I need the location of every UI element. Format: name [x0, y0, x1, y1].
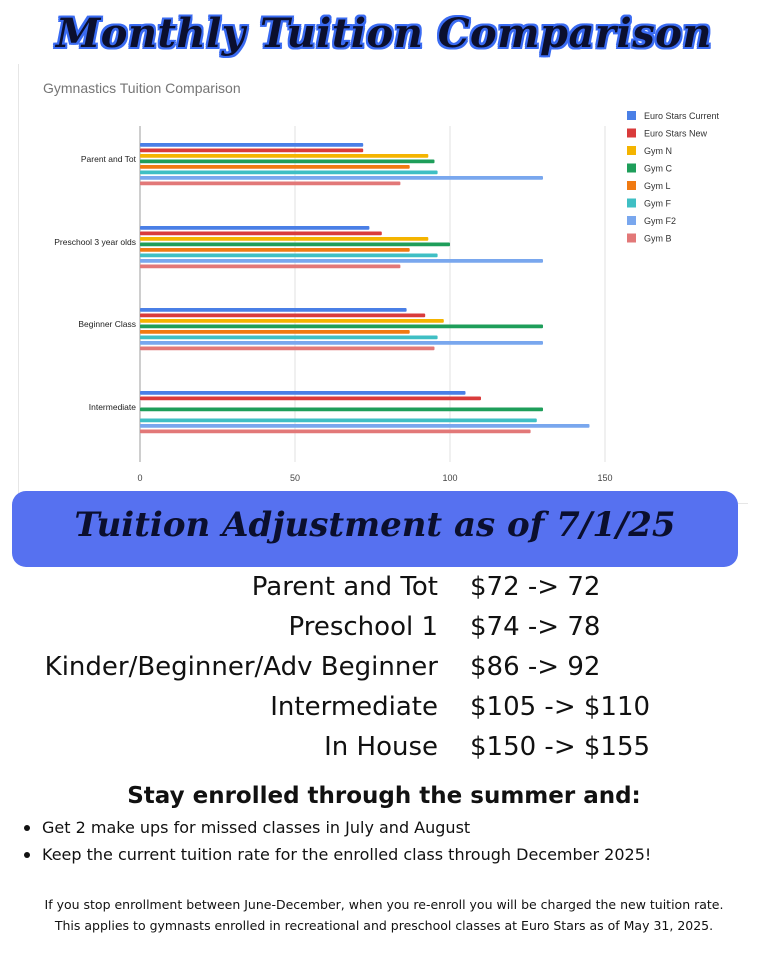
- x-tick-label: 100: [442, 473, 458, 483]
- tuition-row: [0, 732, 768, 772]
- bar: [140, 319, 444, 323]
- bar: [140, 232, 382, 236]
- bar: [140, 314, 425, 318]
- bar: [140, 347, 435, 351]
- list-item: [22, 845, 752, 872]
- legend-label: Gym F: [644, 198, 671, 209]
- list-item: [22, 818, 752, 845]
- bar: [140, 226, 369, 230]
- bar: [140, 259, 543, 263]
- tuition-chart: [18, 64, 748, 504]
- tuition-value: $72 -> 72: [470, 572, 601, 602]
- legend-swatch: [627, 216, 636, 225]
- bullet-dot-icon: [24, 852, 30, 858]
- summer-heading: Stay enrolled through the summer and:: [127, 783, 641, 809]
- x-tick-label: 150: [597, 473, 613, 483]
- category-label: Preschool 3 year olds: [54, 237, 136, 247]
- bar: [140, 165, 410, 169]
- legend-label: Gym B: [644, 233, 672, 244]
- chart-svg: [19, 64, 749, 504]
- legend-swatch: [627, 181, 636, 190]
- legend-label: Gym L: [644, 181, 671, 191]
- x-tick-label: 0: [137, 473, 143, 483]
- bar: [140, 254, 438, 258]
- bar: [140, 419, 537, 423]
- legend-label: Gym F2: [644, 216, 677, 226]
- bar: [140, 391, 466, 395]
- bar: [140, 336, 438, 340]
- legend-swatch: [627, 234, 636, 243]
- legend-swatch: [627, 111, 636, 120]
- legend-swatch: [627, 146, 636, 155]
- bar: [140, 176, 543, 180]
- bar: [140, 325, 543, 329]
- tuition-label: Kinder/Beginner/Adv Beginner: [44, 652, 438, 682]
- chart-title: Gymnastics Tuition Comparison: [43, 80, 241, 96]
- legend-swatch: [627, 129, 636, 138]
- bar: [140, 341, 543, 345]
- tuition-label: Preschool 1: [288, 612, 438, 642]
- bullet-text: Keep the current tuition rate for the enrolled class through December 2025!: [42, 845, 652, 864]
- bar: [140, 430, 531, 434]
- tuition-value: $150 -> $155: [470, 732, 651, 762]
- bar: [140, 182, 400, 186]
- bar: [140, 248, 410, 252]
- bar: [140, 397, 481, 401]
- adjustment-banner: [12, 491, 738, 567]
- x-tick-label: 50: [289, 473, 301, 483]
- bullet-dot-icon: [24, 825, 30, 831]
- tuition-label: Intermediate: [270, 692, 438, 722]
- bar: [140, 330, 410, 334]
- bar: [140, 160, 435, 164]
- category-label: Parent and Tot: [80, 154, 136, 164]
- bar: [140, 154, 428, 158]
- footnote-line-1: If you stop enrollment between June-December, when you re-enroll you will be charged the new tuition rate.: [44, 897, 724, 912]
- bar: [140, 143, 363, 147]
- bar: [140, 149, 363, 153]
- category-label: Intermediate: [88, 402, 136, 412]
- tuition-row: [0, 692, 768, 732]
- legend-swatch: [627, 164, 636, 173]
- legend-label: Gym N: [644, 146, 672, 156]
- bar: [140, 308, 407, 312]
- tuition-row: [0, 652, 768, 692]
- tuition-value: $86 -> 92: [470, 652, 601, 682]
- bar: [140, 237, 428, 241]
- tuition-label: Parent and Tot: [251, 572, 438, 602]
- tuition-value: $105 -> $110: [470, 692, 651, 722]
- footnote-line-2: This applies to gymnasts enrolled in recreational and preschool classes at Euro Stars as of May 31, 2025.: [54, 918, 714, 933]
- tuition-row: [0, 612, 768, 652]
- legend-swatch: [627, 199, 636, 208]
- bar: [140, 408, 543, 412]
- summer-bullets: [22, 818, 752, 872]
- tuition-value: $74 -> 78: [470, 612, 601, 642]
- legend-label: Euro Stars Current: [644, 111, 720, 121]
- bar: [140, 424, 590, 428]
- legend-label: Gym C: [644, 163, 672, 174]
- category-label: Beginner Class: [78, 319, 136, 329]
- legend-label: Euro Stars New: [644, 128, 708, 139]
- tuition-label: In House: [324, 732, 438, 762]
- banner-text: Tuition Adjustment as of 7/1/25: [74, 505, 676, 545]
- bullet-text: Get 2 make ups for missed classes in July and August: [42, 818, 471, 837]
- bar: [140, 243, 450, 247]
- page-title: Monthly Tuition Comparison: [56, 10, 712, 57]
- bar: [140, 171, 438, 175]
- bar: [140, 265, 400, 269]
- tuition-row: [0, 572, 768, 612]
